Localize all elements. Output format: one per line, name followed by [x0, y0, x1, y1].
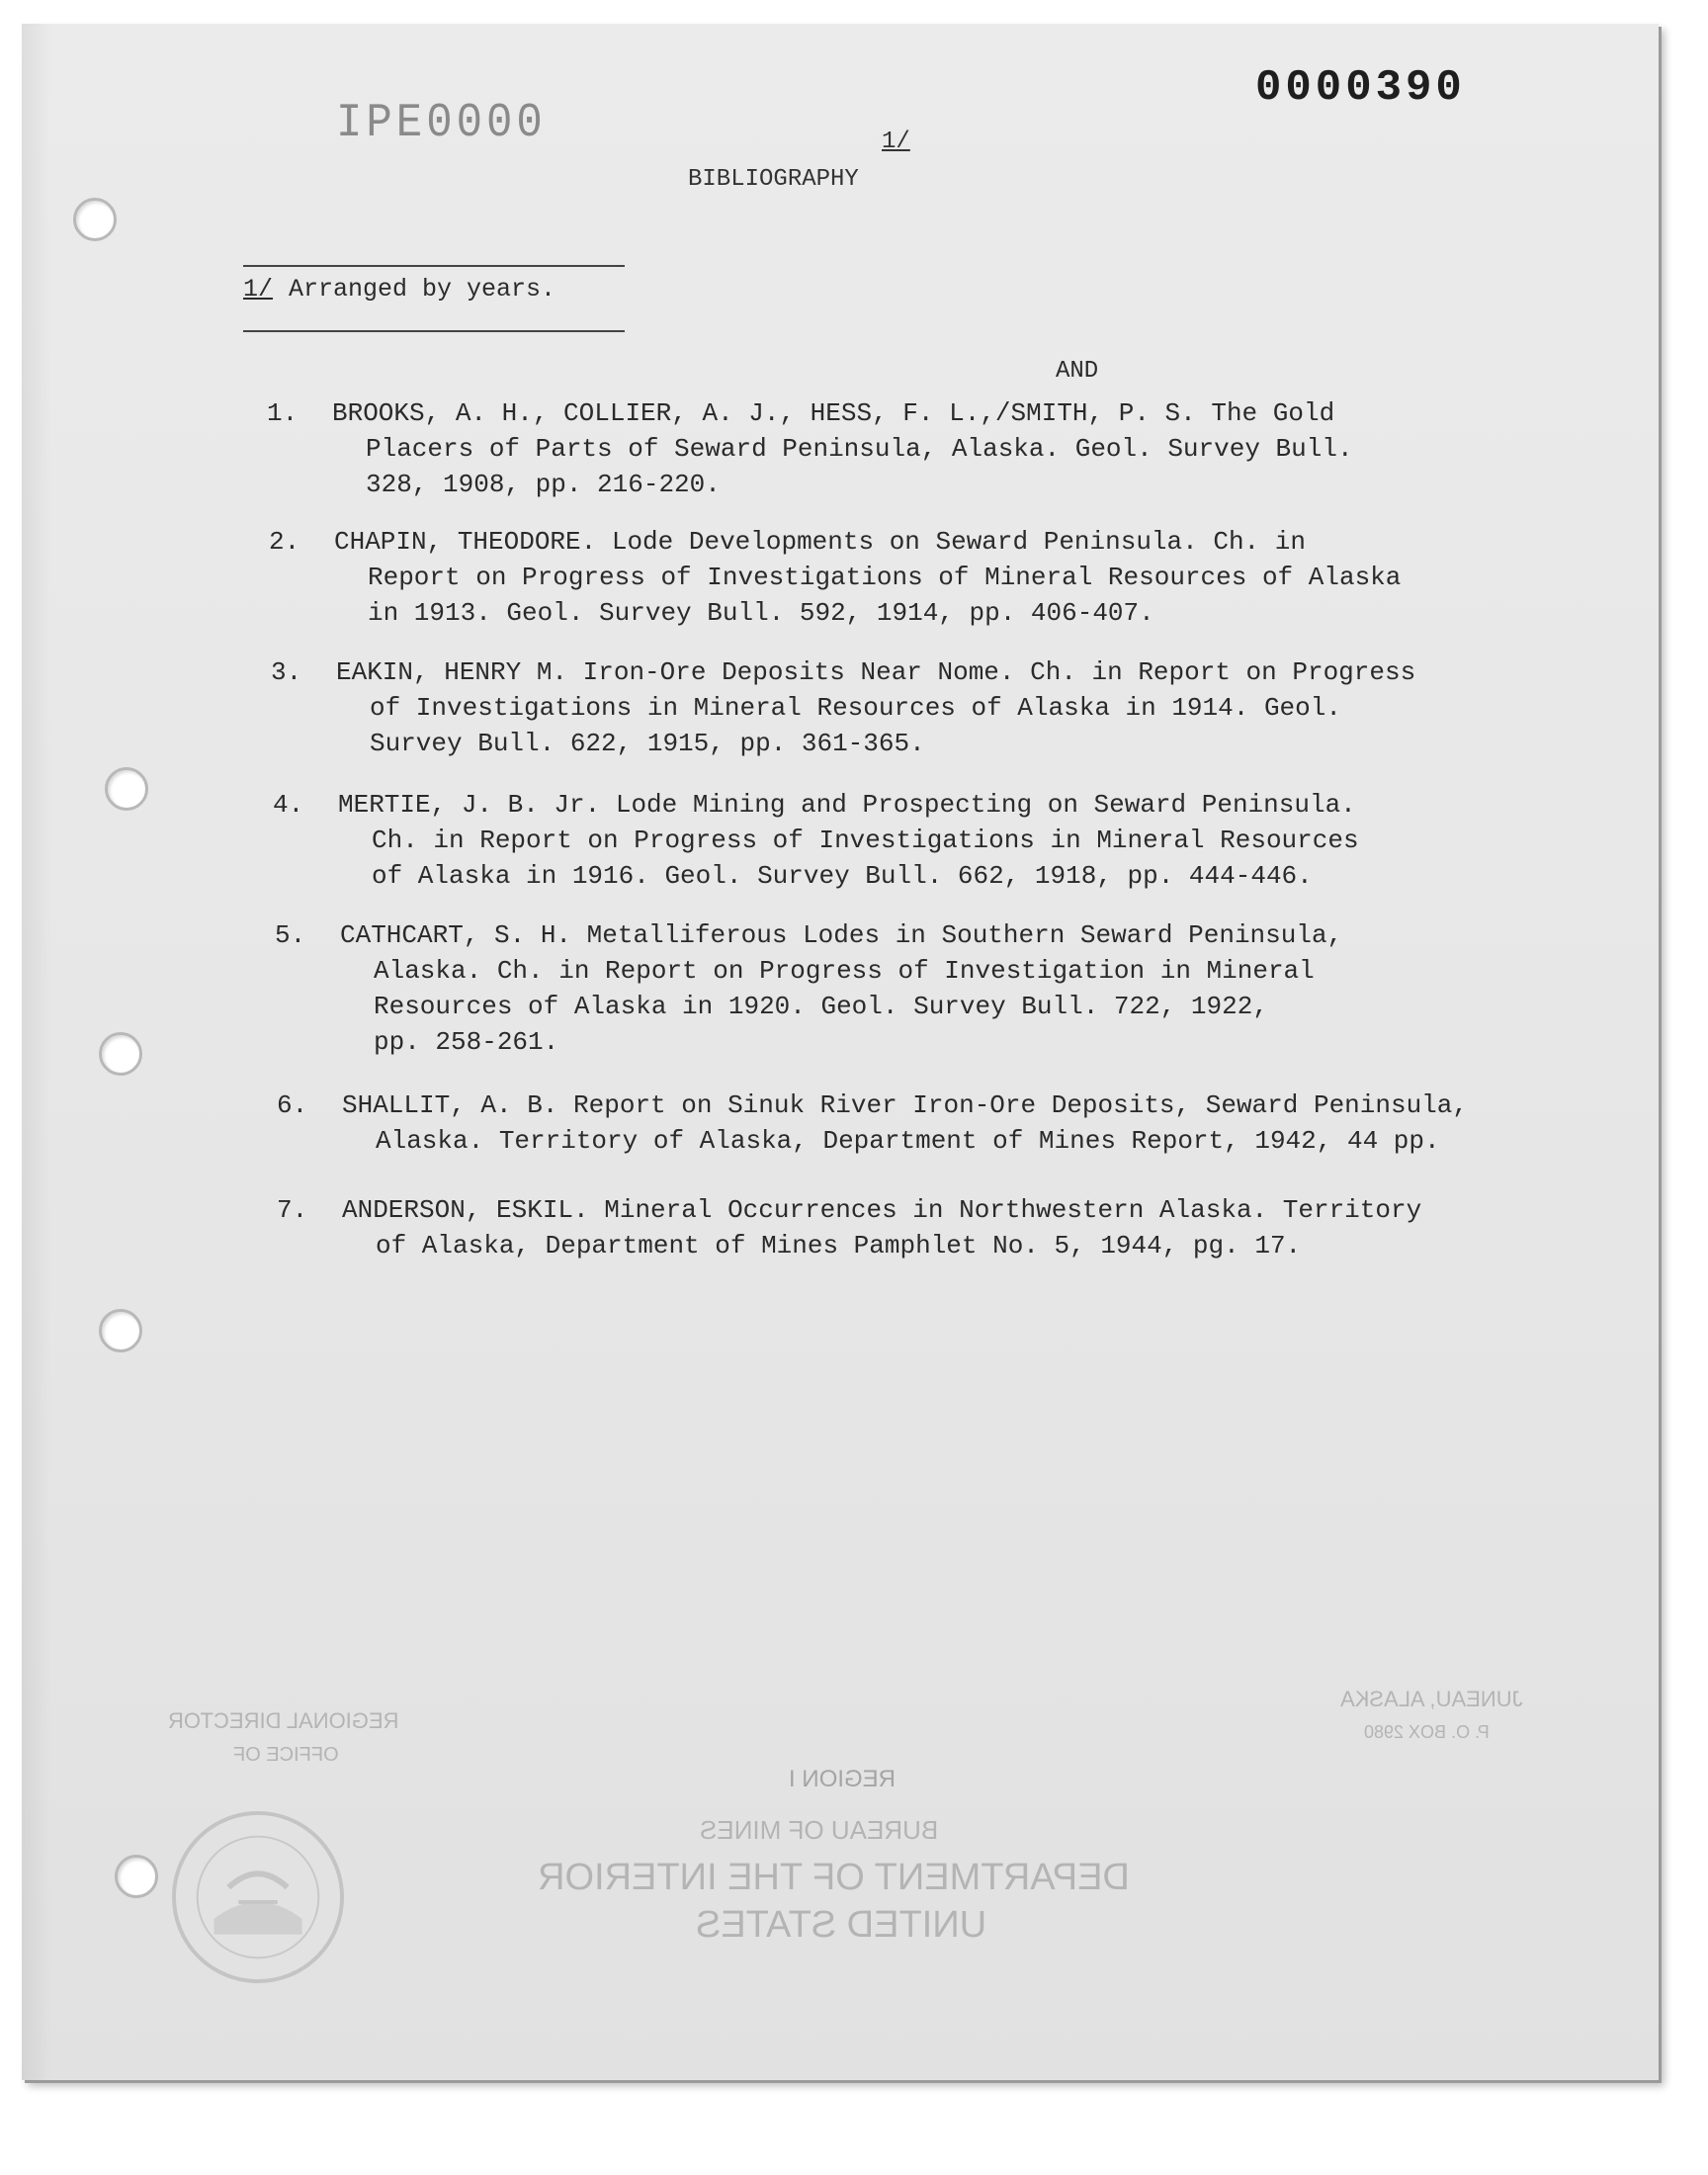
entry-line: SHALLIT, A. B. Report on Sinuk River Iron-Ore Deposits, Seward Peninsula,: [342, 1090, 1468, 1120]
letterhead-address-line: JUNEAU, ALASKA: [1340, 1687, 1523, 1711]
bibliography-entry: [269, 524, 1514, 631]
letterhead-department: DEPARTMENT OF THE INTERIOR: [538, 1857, 1130, 1898]
entry-line: Alaska. Territory of Alaska, Department of Mines Report, 1942, 44 pp.: [376, 1126, 1440, 1156]
entry-line: pp. 258-261.: [374, 1027, 559, 1057]
entry-number: 4.: [273, 790, 304, 820]
entry-number: 1.: [267, 398, 299, 428]
entry-line: 328, 1908, pp. 216-220.: [366, 470, 721, 499]
footnote-rule-top: [243, 265, 625, 267]
bibliography-entry: [277, 1088, 1522, 1159]
entry-body: [336, 654, 1516, 761]
page-title: BIBLIOGRAPHY: [688, 166, 859, 193]
letterhead-bureau: BUREAU OF MINES: [700, 1815, 939, 1845]
entry-number: 7.: [277, 1195, 308, 1225]
entry-body: [340, 917, 1520, 1060]
entry-line: of Investigations in Mineral Resources of Alaska in 1914. Geol.: [370, 693, 1341, 723]
entry-line: MERTIE, J. B. Jr. Lode Mining and Prospecting on Seward Peninsula.: [338, 790, 1356, 820]
entry-line: in 1913. Geol. Survey Bull. 592, 1914, pp. 406-407.: [368, 598, 1154, 628]
entry-body: [342, 1192, 1522, 1263]
letterhead-office-line: OFFICE OF: [233, 1744, 339, 1766]
entry-number: 3.: [271, 657, 302, 687]
bibliography-entry: [273, 787, 1518, 894]
entry-number: 2.: [269, 527, 300, 557]
document-number-stamp: 0000390: [1255, 63, 1466, 113]
bibliography-entry: [271, 654, 1516, 761]
entry-line: BROOKS, A. H., COLLIER, A. J., HESS, F. L.,/SMITH, P. S. The Gold: [332, 398, 1335, 428]
letterhead-office-line: REGIONAL DIRECTOR: [168, 1708, 399, 1733]
department-seal-bleed: [170, 1809, 346, 1985]
entry-line: Alaska. Ch. in Report on Progress of Investigation in Mineral: [374, 956, 1315, 986]
document-number-stamp-faded: IPE0000: [336, 96, 547, 151]
entry-line: Resources of Alaska in 1920. Geol. Survey Bull. 722, 1922,: [374, 992, 1268, 1021]
punch-hole: [73, 198, 117, 241]
entry-body: [334, 524, 1514, 631]
entry-line: CATHCART, S. H. Metalliferous Lodes in Southern Seward Peninsula,: [340, 920, 1343, 950]
entry-line: Ch. in Report on Progress of Investigations in Mineral Resources: [372, 826, 1359, 855]
letterhead-country: UNITED STATES: [696, 1904, 987, 1946]
entry-number: 5.: [275, 920, 306, 950]
bibliography-entry: [277, 1192, 1522, 1263]
punch-hole: [99, 1032, 142, 1076]
entry-line: of Alaska, Department of Mines Pamphlet No. 5, 1944, pg. 17.: [376, 1231, 1302, 1261]
punch-hole: [105, 767, 148, 811]
entry-body: [338, 787, 1518, 894]
bibliography-entry: [267, 395, 1512, 502]
title-footnote-mark: 1/: [882, 129, 910, 155]
entry-line: Placers of Parts of Seward Peninsula, Alaska. Geol. Survey Bull.: [366, 434, 1353, 464]
footnote: [243, 275, 555, 304]
footnote-rule-bottom: [243, 330, 625, 332]
entry-body: [332, 395, 1512, 502]
punch-hole: [115, 1855, 158, 1898]
punch-hole: [99, 1309, 142, 1352]
handwritten-insertion: AND: [1056, 358, 1099, 385]
bibliography-entry: [275, 917, 1520, 1060]
entry-line: EAKIN, HENRY M. Iron-Ore Deposits Near Nome. Ch. in Report on Progress: [336, 657, 1416, 687]
footnote-mark: 1/: [243, 275, 274, 304]
entry-line: of Alaska in 1916. Geol. Survey Bull. 662, 1918, pp. 444-446.: [372, 861, 1313, 891]
entry-line: CHAPIN, THEODORE. Lode Developments on Seward Peninsula. Ch. in: [334, 527, 1306, 557]
letterhead-address-line: P. O. BOX 2980: [1364, 1722, 1490, 1742]
entry-line: Survey Bull. 622, 1915, pp. 361-365.: [370, 729, 925, 758]
entry-number: 6.: [277, 1090, 308, 1120]
entry-line: ANDERSON, ESKIL. Mineral Occurrences in Northwestern Alaska. Territory: [342, 1195, 1422, 1225]
entry-body: [342, 1088, 1522, 1159]
entry-line: Report on Progress of Investigations of Mineral Resources of Alaska: [368, 563, 1402, 592]
footnote-text: Arranged by years.: [289, 275, 556, 304]
letterhead-region: REGION I: [789, 1766, 897, 1792]
